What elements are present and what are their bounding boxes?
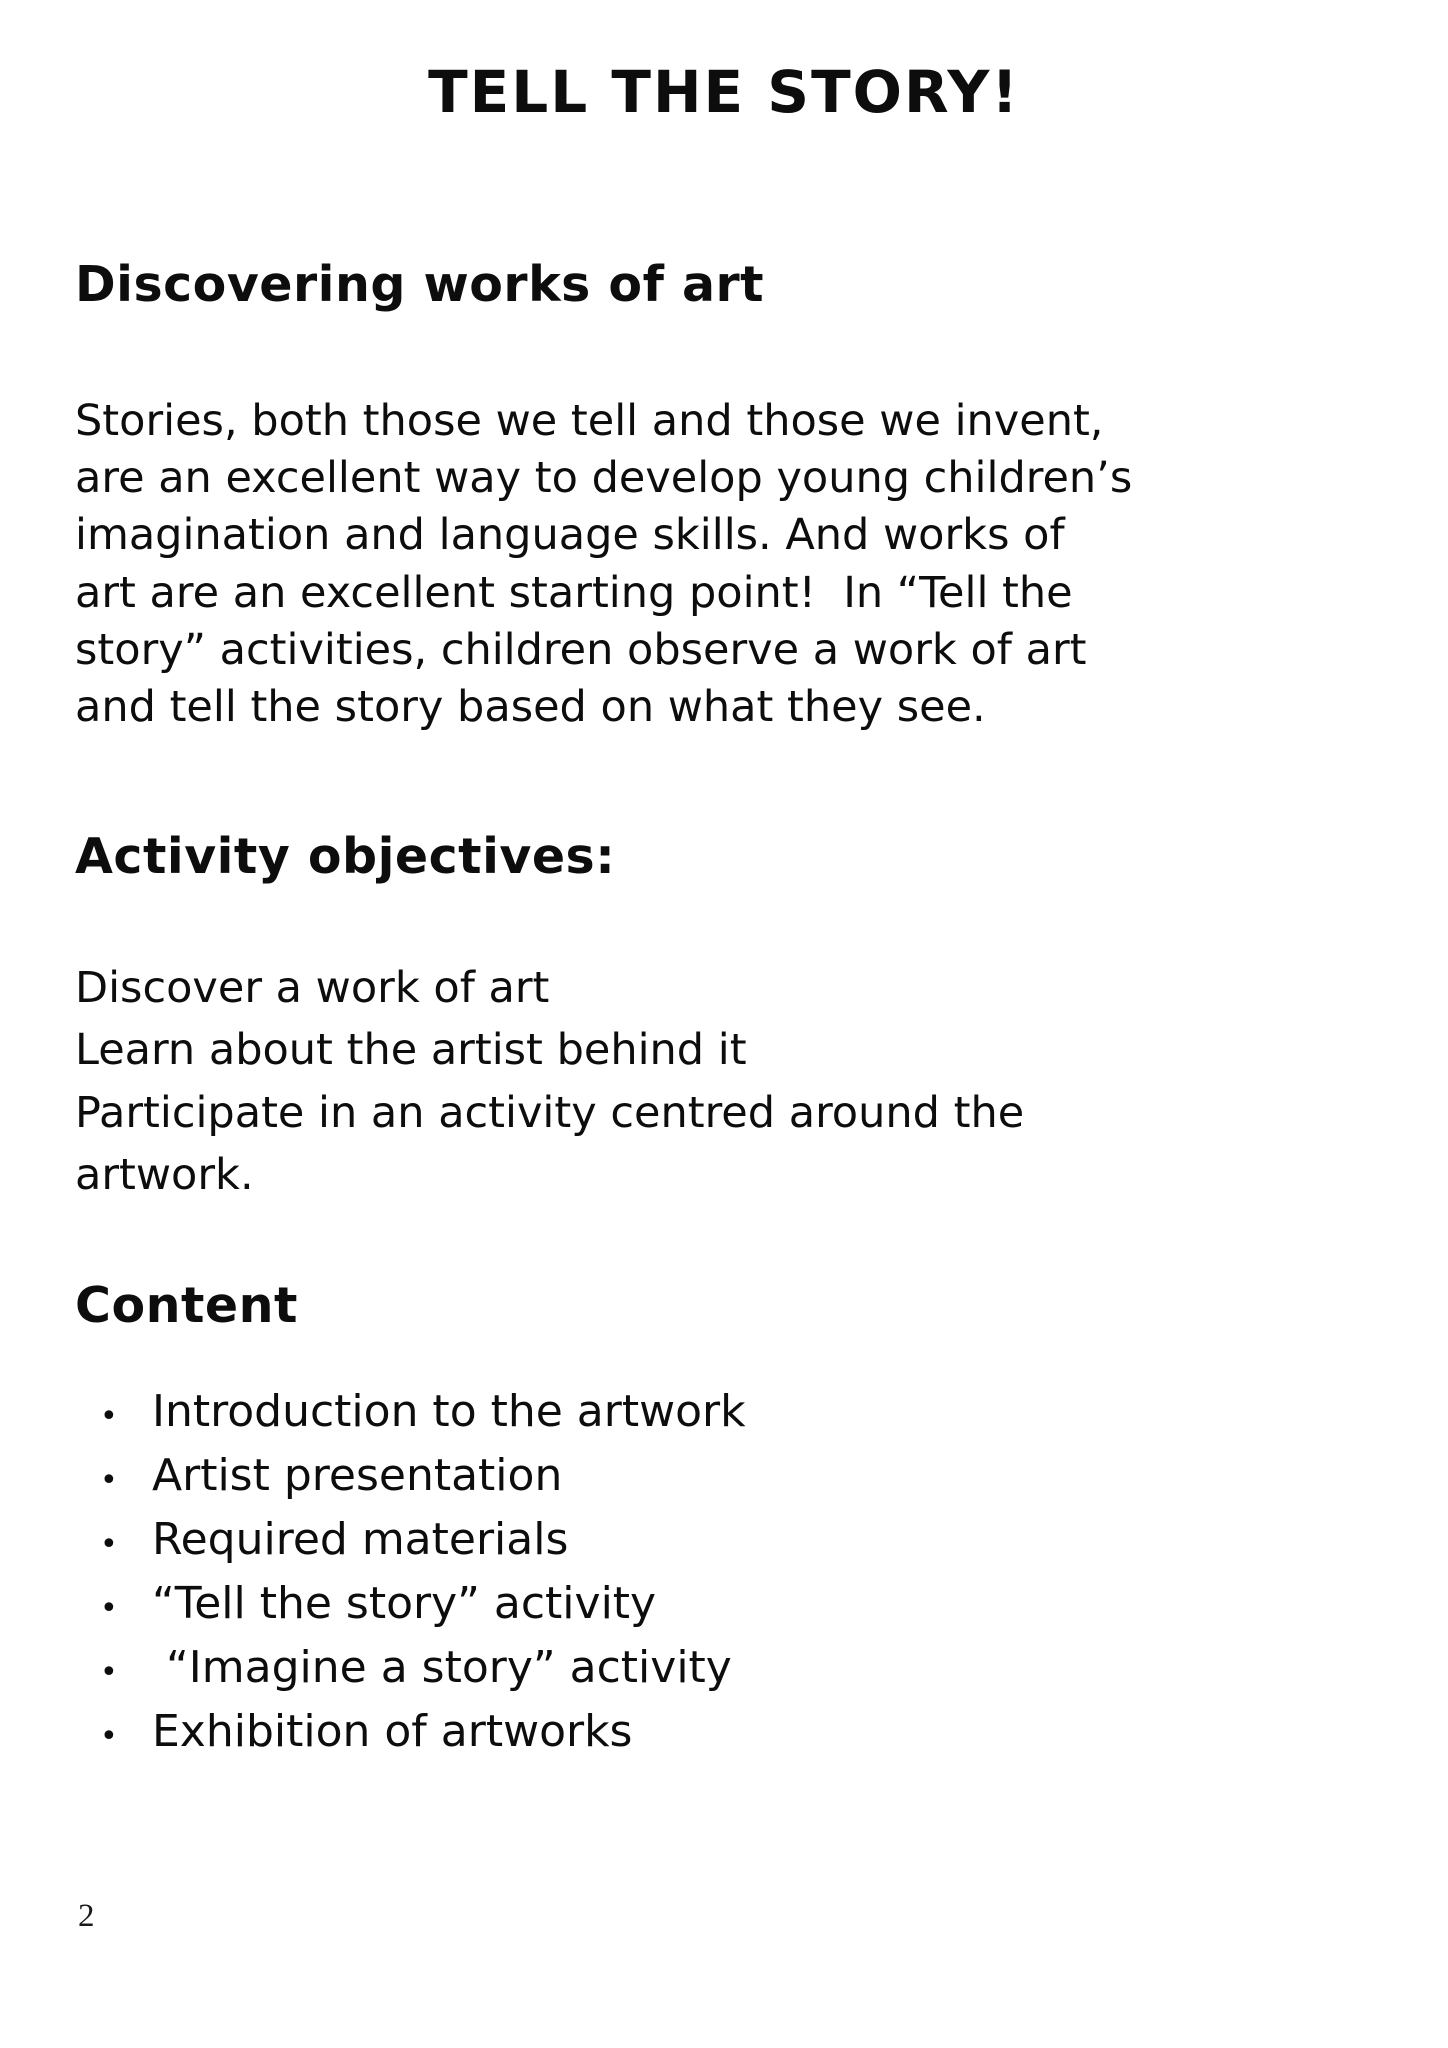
content-bullet-list [100,1385,1100,1757]
bullet-item [100,1385,1100,1437]
bullet-item [100,1449,1100,1501]
bullet-icon: • [100,1718,118,1754]
bullet-icon: • [100,1526,118,1562]
bullet-label: Exhibition of artworks [152,1705,633,1757]
bullet-label: Required materials [152,1513,569,1565]
bullet-icon: • [100,1398,118,1434]
page-number: 2 [78,1898,95,1934]
bullet-item [100,1513,1100,1565]
bullet-label: “Tell the story” activity [152,1577,657,1629]
content-section [0,1276,1448,1757]
bullet-item [100,1705,1100,1757]
objectives-section [0,828,1448,1206]
bullet-label: Artist presentation [152,1449,563,1501]
content-heading: Content [75,1276,298,1334]
bullet-icon: • [100,1654,118,1690]
intro-paragraph: Stories, both those we tell and those we invent, are an excellent way to develop young children’s imagination and language skills. And works of art are an excellent starting point! In “Tell the story” activities, children observe a work of art and tell the story based on what they see. [75,396,1146,732]
objectives-heading: Activity objectives: [75,828,616,886]
bullet-label: Introduction to the artwork [152,1385,746,1437]
intro-section [0,256,1448,736]
bullet-item [100,1641,1100,1693]
bullet-item [100,1577,1100,1629]
bullet-label: “Imagine a story” activity [152,1641,732,1693]
bullet-icon: • [100,1462,118,1498]
objective-item: Learn about the artist behind it [75,1025,747,1076]
page-title: TELL THE STORY! [428,58,1020,126]
bullet-icon: • [100,1590,118,1626]
objective-item: Discover a work of art [75,963,550,1014]
intro-heading: Discovering works of art [75,256,765,313]
objective-item: Participate in an activity centred around the artwork. [75,1087,1038,1201]
objectives-list [75,957,1075,1206]
